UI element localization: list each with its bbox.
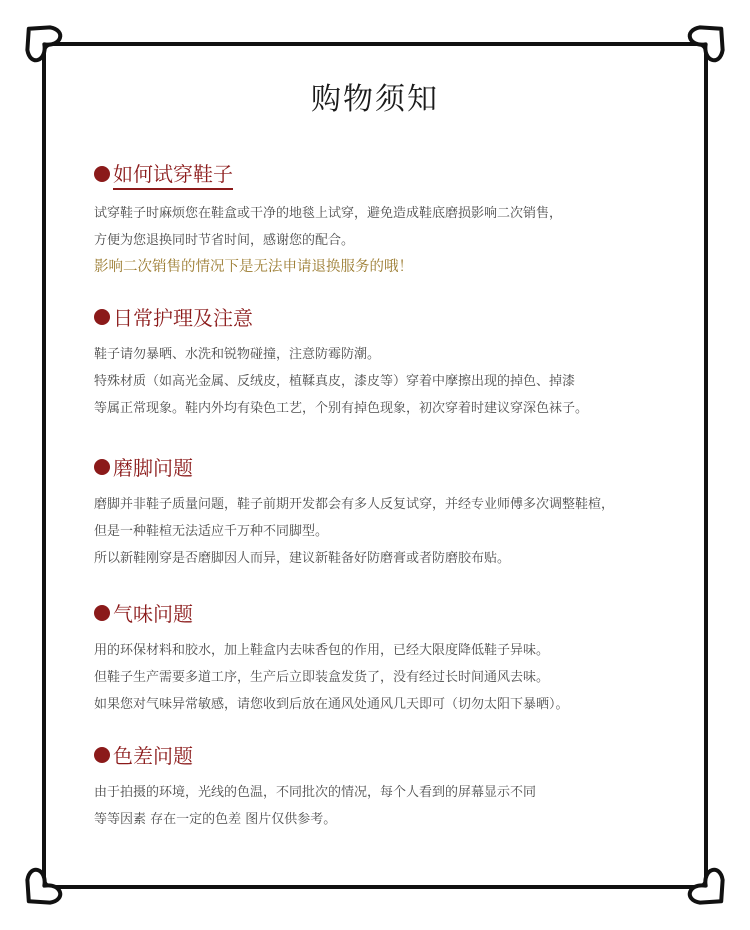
section-heading: [94, 598, 674, 627]
section-heading: [94, 158, 674, 190]
section-heading-text: 气味问题: [113, 602, 193, 626]
heart-corner-ornament-top-left: [15, 15, 63, 63]
section-heading: [94, 740, 674, 769]
section-odor: [94, 598, 674, 718]
bullet-dot-icon: [94, 605, 110, 621]
section-heading: [94, 302, 674, 331]
section-heading-text: 如何试穿鞋子: [113, 158, 233, 190]
bullet-dot-icon: [94, 309, 110, 325]
body-line: 等属正常现象。鞋内外均有染色工艺，个别有掉色现象，初次穿着时建议穿深色袜子。: [94, 401, 589, 416]
body-line: 特殊材质（如高光金属、反绒皮，植鞣真皮，漆皮等）穿着中摩擦出现的掉色、掉漆: [94, 374, 576, 389]
body-line: 磨脚并非鞋子质量问题，鞋子前期开发都会有多人反复试穿，并经专业师傅多次调整鞋楦，: [94, 497, 615, 512]
section-heading: [94, 452, 674, 481]
section-heading-text: 磨脚问题: [113, 456, 193, 480]
body-line: 等等因素 存在一定的色差 图片仅供参考。: [94, 812, 337, 827]
section-heading-text: 色差问题: [113, 744, 193, 768]
highlight-notice: 影响二次销售的情况下是无法申请退换服务的哦！: [94, 259, 413, 275]
section-heading-text: 日常护理及注意: [113, 306, 253, 330]
body-line: 由于拍摄的环境，光线的色温，不同批次的情况，每个人看到的屏幕显示不同: [94, 785, 537, 800]
bullet-dot-icon: [94, 459, 110, 475]
section-color-difference: [94, 740, 674, 833]
bullet-dot-icon: [94, 166, 110, 182]
heart-corner-ornament-bottom-left: [15, 867, 63, 915]
bullet-dot-icon: [94, 747, 110, 763]
heart-corner-ornament-bottom-right: [687, 867, 735, 915]
body-line: 方便为您退换同时节省时间，感谢您的配合。: [94, 233, 355, 248]
body-line: 用的环保材料和胶水，加上鞋盒内去味香包的作用，已经大限度降低鞋子异味。: [94, 643, 550, 658]
body-line: 所以新鞋刚穿是否磨脚因人而异，建议新鞋备好防磨膏或者防磨胶布贴。: [94, 551, 511, 566]
body-line: 试穿鞋子时麻烦您在鞋盒或干净的地毯上试穿，避免造成鞋底磨损影响二次销售，: [94, 206, 563, 221]
body-line: 但鞋子生产需要多道工序，生产后立即装盒发货了，没有经过长时间通风去味。: [94, 670, 550, 685]
section-daily-care: [94, 302, 674, 422]
section-foot-rubbing: [94, 452, 674, 572]
body-line: 如果您对气味异常敏感，请您收到后放在通风处通风几天即可（切勿太阳下暴晒）。: [94, 697, 569, 712]
page-title: 购物须知: [311, 82, 439, 117]
body-line: 但是一种鞋楦无法适应千万种不同脚型。: [94, 524, 329, 539]
heart-corner-ornament-top-right: [687, 15, 735, 63]
section-try-on: [94, 158, 674, 281]
body-line: 鞋子请勿暴晒、水洗和锐物碰撞，注意防霉防潮。: [94, 347, 381, 362]
